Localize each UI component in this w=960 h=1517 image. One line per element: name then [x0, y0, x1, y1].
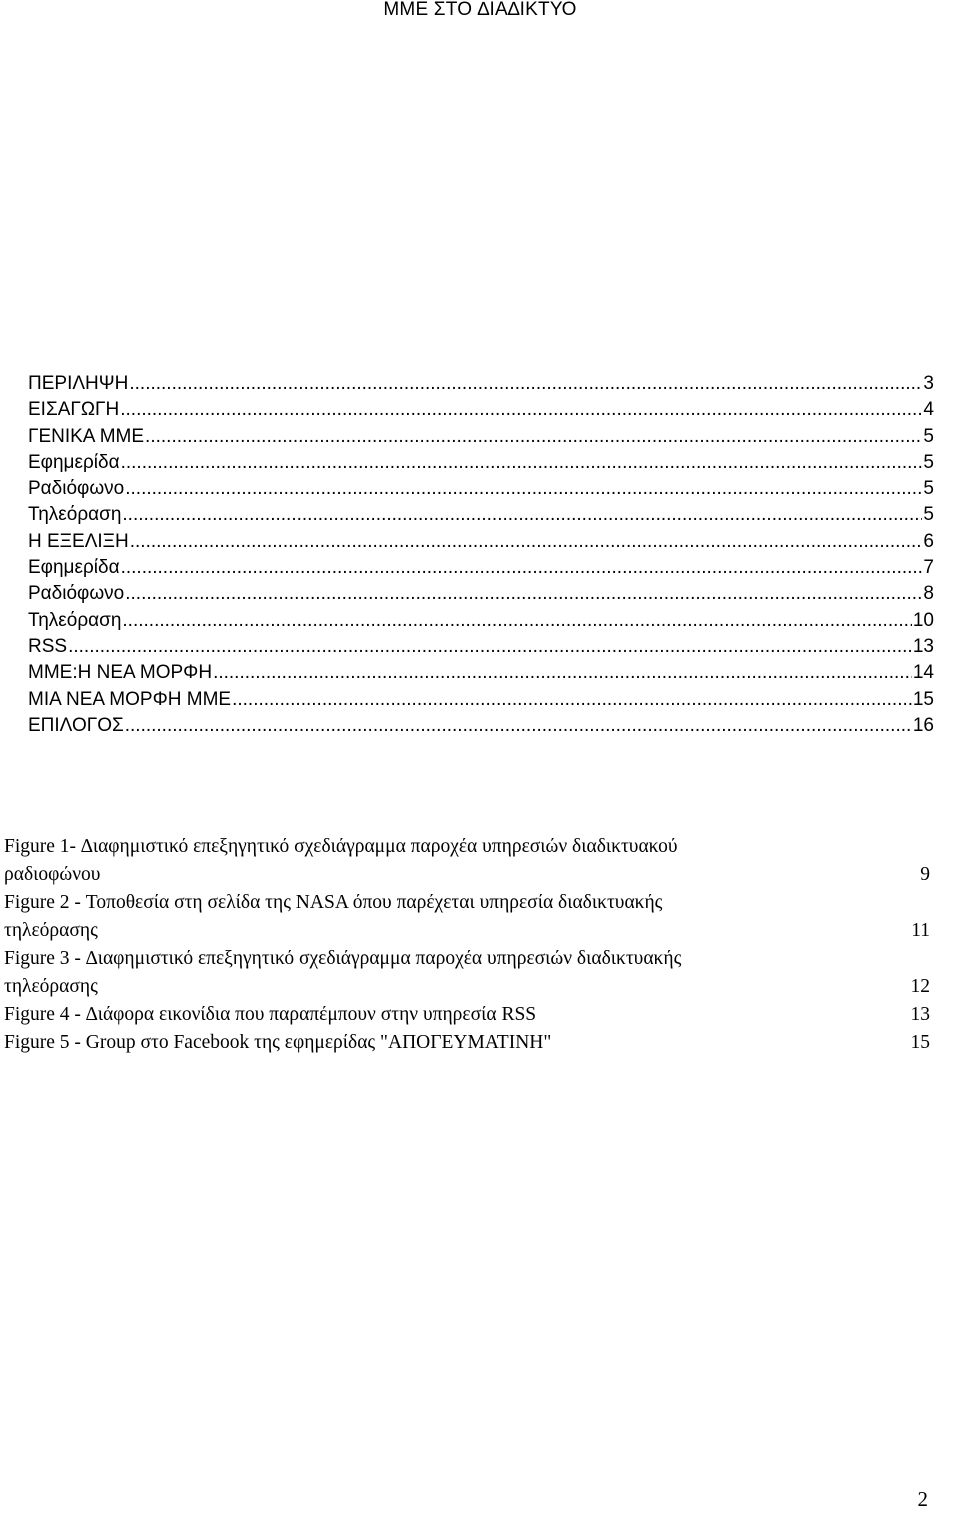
toc-entry[interactable] [28, 581, 934, 607]
figure-entry-page: 9 [920, 864, 930, 885]
toc-entry-title: ΕΠΙΛΟΓΟΣ [28, 714, 124, 736]
toc-entry-page: 5 [923, 451, 934, 473]
toc-leader-dots [213, 660, 912, 686]
toc-entry-title: Εφημερίδα [28, 451, 120, 473]
toc-entry[interactable] [28, 397, 934, 423]
toc-entry-title: Τηλεόραση [28, 609, 122, 631]
toc-leader-dots [125, 581, 922, 607]
toc-entry[interactable] [28, 634, 934, 660]
toc-entry[interactable] [28, 608, 934, 634]
figure-entry[interactable] [4, 1029, 930, 1057]
toc-entry-page: 7 [923, 557, 934, 579]
figure-entry-page: 13 [910, 1004, 930, 1025]
toc-entry[interactable] [28, 660, 934, 686]
toc-entry-page: 13 [912, 635, 934, 657]
toc-entry-page: 16 [912, 714, 934, 736]
toc-entry-title: ΠΕΡΙΛΗΨΗ [28, 373, 129, 394]
toc-entry[interactable] [28, 371, 934, 397]
figure-entry-caption-cont: τηλεόρασης [4, 976, 98, 997]
toc-entry[interactable] [28, 555, 934, 581]
toc-leader-dots [125, 713, 912, 739]
toc-entry-title: RSS [28, 635, 68, 657]
toc-entry[interactable] [28, 713, 934, 739]
toc-entry-title: ΓΕΝΙΚΑ ΜΜΕ [28, 425, 145, 447]
toc-entry-page: 5 [923, 425, 934, 447]
figure-entry-caption: Figure 4 - ∆ιάφορα εικονίδια που παραπέμπουν στην υπηρεσία RSS [4, 1004, 537, 1025]
toc-leader-dots [232, 687, 912, 713]
toc-leader-dots [122, 608, 911, 634]
figure-entry[interactable] [4, 945, 930, 973]
toc-entry[interactable] [28, 502, 934, 528]
toc-entry[interactable] [28, 424, 934, 450]
toc-entry[interactable] [28, 687, 934, 713]
toc-entry-page: 14 [912, 662, 934, 684]
toc-entry-title: Η ΕΞΕΛΙΞΗ [28, 530, 129, 552]
toc-entry[interactable] [28, 529, 934, 555]
toc-entry-title: ΜΙΑ ΝΕΑ ΜΟΡΦΗ ΜΜΕ [28, 688, 232, 710]
table-of-figures [4, 833, 930, 1057]
toc-leader-dots [130, 529, 923, 555]
toc-entry-title: ΕΙΣΑΓΩΓΗ [28, 399, 120, 421]
toc-entry[interactable] [28, 450, 934, 476]
toc-leader-dots [145, 424, 922, 450]
toc-entry-page: 15 [912, 688, 934, 710]
toc-entry-page: 8 [923, 583, 934, 605]
toc-entry-page: 5 [923, 504, 934, 526]
figure-entry-continuation[interactable] [4, 861, 930, 889]
toc-leader-dots [125, 476, 922, 502]
toc-leader-dots [129, 371, 922, 397]
toc-entry-title: Τηλεόραση [28, 504, 122, 526]
toc-entry-page: 10 [912, 609, 934, 631]
toc-leader-dots [121, 555, 923, 581]
running-header: ΜΜΕ ΣΤΟ ∆ΙΑ∆ΙΚΤΥΟ [383, 0, 577, 20]
toc-entry[interactable] [28, 476, 934, 502]
toc-entry-page: 4 [923, 399, 934, 421]
figure-entry-caption: Figure 1- ∆ιαφημιστικό επεξηγητικό σχεδιάγραμμα παροχέα υπηρεσιών διαδικτυακού [4, 836, 678, 857]
figure-entry-continuation[interactable] [4, 917, 930, 945]
toc-entry-title: Ραδιόφωνο [28, 583, 125, 605]
toc-entry-title: ΜΜΕ:Η ΝΕΑ ΜΟΡΦΗ [28, 662, 213, 684]
table-of-contents [28, 371, 934, 739]
figure-entry-page: 12 [910, 976, 930, 997]
figure-entry[interactable] [4, 833, 930, 861]
figure-entry-page: 11 [911, 920, 930, 941]
figure-entry[interactable] [4, 1001, 930, 1029]
figure-entry-caption-cont: ραδιοφώνου [4, 864, 101, 885]
toc-entry-title: Ραδιόφωνο [28, 478, 125, 500]
figure-entry[interactable] [4, 889, 930, 917]
toc-leader-dots [68, 634, 912, 660]
toc-entry-title: Εφημερίδα [28, 557, 120, 579]
toc-leader-dots [121, 450, 923, 476]
toc-entry-page: 6 [923, 530, 934, 552]
figure-entry-caption: Figure 3 - ∆ιαφημιστικό επεξηγητικό σχεδιάγραμμα παροχέα υπηρεσιών διαδικτυακής [4, 948, 682, 969]
figure-entry-page: 15 [910, 1032, 930, 1053]
toc-leader-dots [122, 502, 922, 528]
toc-entry-page: 5 [923, 478, 934, 500]
figure-entry-caption-cont: τηλεόρασης [4, 920, 98, 941]
figure-entry-continuation[interactable] [4, 973, 930, 1001]
toc-leader-dots [120, 397, 922, 423]
page-number: 2 [917, 1487, 928, 1511]
figure-entry-caption: Figure 5 - Group στο Facebook της εφημερίδας "ΑΠΟΓΕΥΜΑΤΙΝΗ" [4, 1032, 552, 1053]
figure-entry-caption: Figure 2 - Τοποθεσία στη σελίδα της NASA όπου παρέχεται υπηρεσία διαδικτυακής [4, 892, 663, 913]
toc-entry-page: 3 [923, 373, 934, 394]
